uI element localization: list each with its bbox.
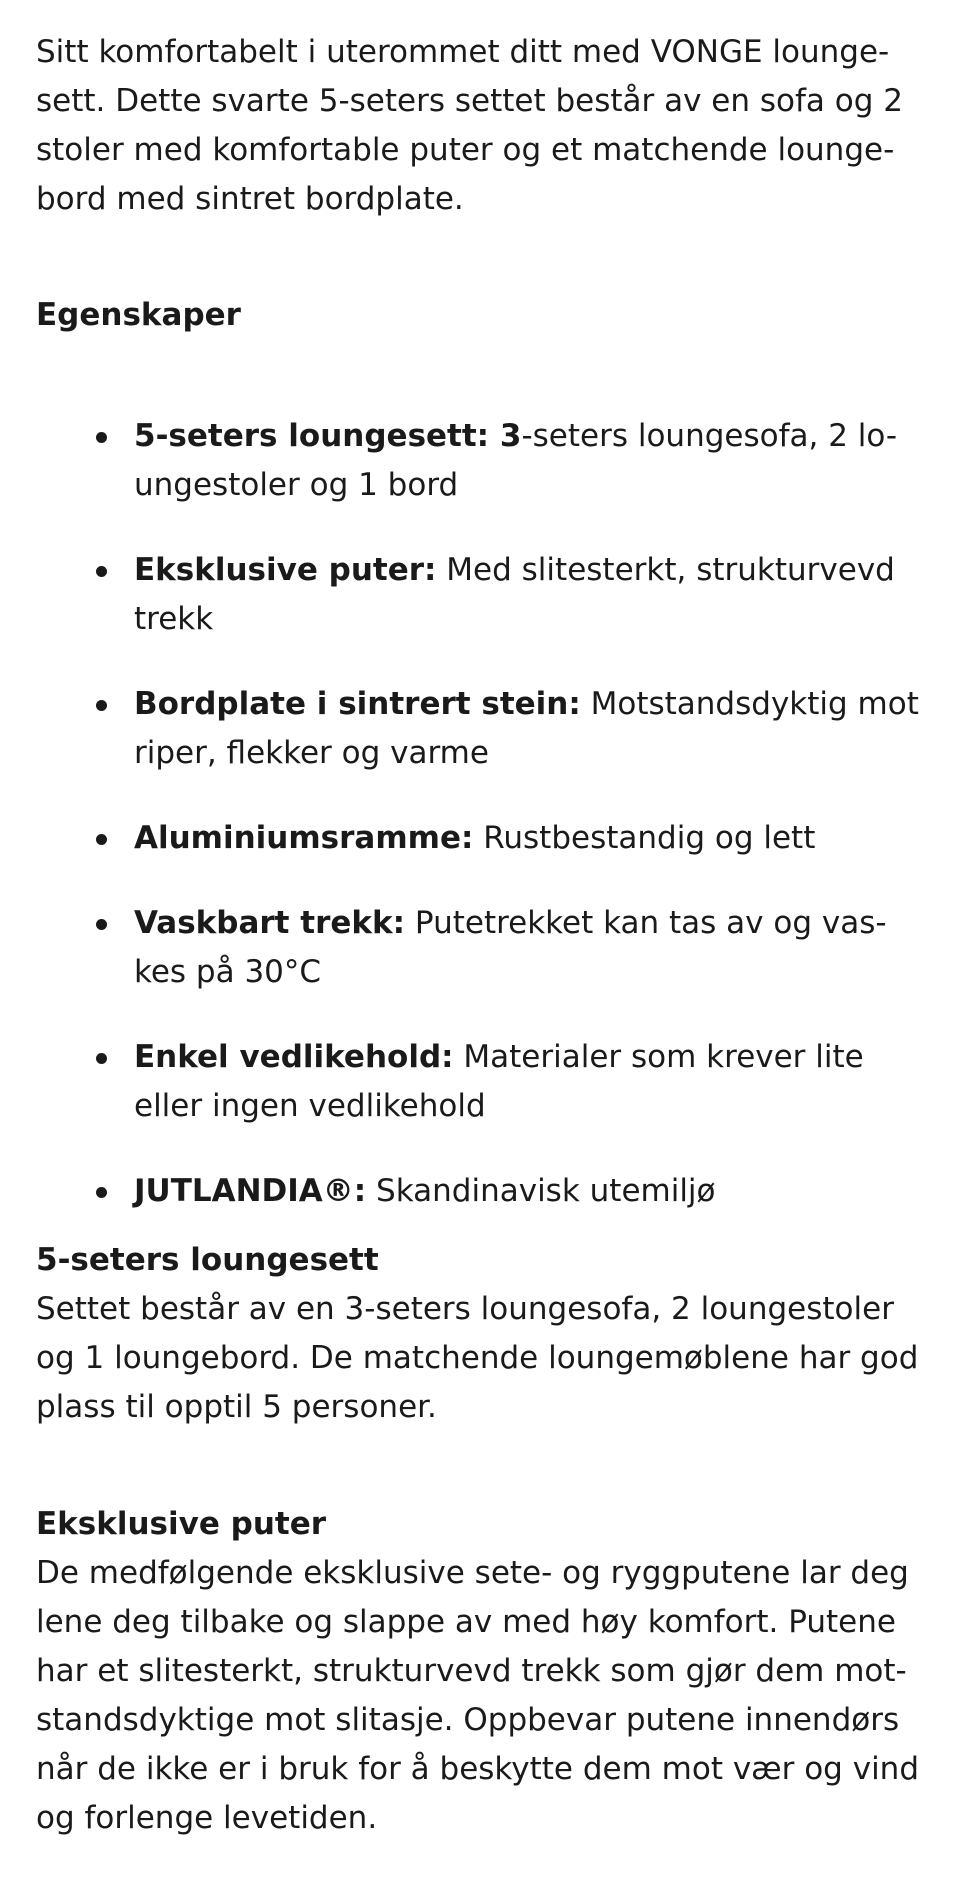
bullet-icon bbox=[96, 700, 107, 711]
feature-item bbox=[134, 680, 924, 778]
feature-item bbox=[134, 814, 924, 863]
section-heading-puter: Eksklusive puter bbox=[36, 1506, 327, 1542]
features-heading: Egenskaper bbox=[36, 297, 241, 333]
feature-text: Skandinavisk utemiljø bbox=[366, 1173, 716, 1209]
bullet-icon bbox=[96, 1053, 107, 1064]
feature-text: Motstandsdyktig mot riper, flekker og varme bbox=[134, 686, 919, 771]
section-heading-loungesett: 5-seters loungesett bbox=[36, 1242, 379, 1278]
feature-text: Rustbestandig og lett bbox=[473, 820, 816, 856]
feature-item bbox=[134, 546, 924, 644]
features-list bbox=[36, 412, 924, 1216]
feature-text: Putetrekket kan tas av og vas-kes på 30°C bbox=[134, 905, 887, 990]
feature-text: Materialer som krever lite eller ingen vedlikehold bbox=[134, 1039, 864, 1124]
bullet-icon bbox=[96, 1187, 107, 1198]
feature-item bbox=[134, 899, 924, 997]
feature-label: Bordplate i sintrert stein: bbox=[134, 686, 581, 722]
feature-label: 5-seters loungesett: 3 bbox=[134, 418, 522, 454]
intro-paragraph: Sitt komfortabelt i uterommet ditt med VONGE lounge-sett. Dette svarte 5-seters settet består av en sofa og 2 stoler med komfortable puter og et matchende lounge-bord med sintret bordplate. bbox=[36, 34, 903, 217]
feature-item bbox=[134, 412, 924, 510]
feature-label: Eksklusive puter: bbox=[134, 552, 437, 588]
bullet-icon bbox=[96, 432, 107, 443]
bullet-icon bbox=[96, 919, 107, 930]
section-body-puter: De medfølgende eksklusive sete- og ryggputene lar deg lene deg tilbake og slappe av med høy komfort. Putene har et slitesterkt, strukturvevd trekk som gjør dem mot-standsdyktige mot slitasje. Oppbevar putene innendørs når de ikke er i bruk for å beskytte dem mot vær og vind og forlenge levetiden. bbox=[36, 1555, 920, 1836]
feature-text: Med slitesterkt, strukturvevd trekk bbox=[134, 552, 895, 637]
feature-label: Aluminiumsramme: bbox=[134, 820, 474, 856]
feature-text: -seters loungesofa, 2 lo-ungestoler og 1 bord bbox=[134, 418, 898, 503]
feature-item bbox=[134, 1167, 924, 1216]
bullet-icon bbox=[96, 566, 107, 577]
feature-label: Enkel vedlikehold: bbox=[134, 1039, 454, 1075]
feature-label: Vaskbart trekk: bbox=[134, 905, 406, 941]
section-body-loungesett: Settet består av en 3-seters loungesofa, 2 loungestoler og 1 loungebord. De matchende loungemøblene har god plass til opptil 5 personer. bbox=[36, 1291, 919, 1425]
bullet-icon bbox=[96, 834, 107, 845]
feature-label: JUTLANDIA®: bbox=[134, 1173, 367, 1209]
feature-item bbox=[134, 1033, 924, 1131]
